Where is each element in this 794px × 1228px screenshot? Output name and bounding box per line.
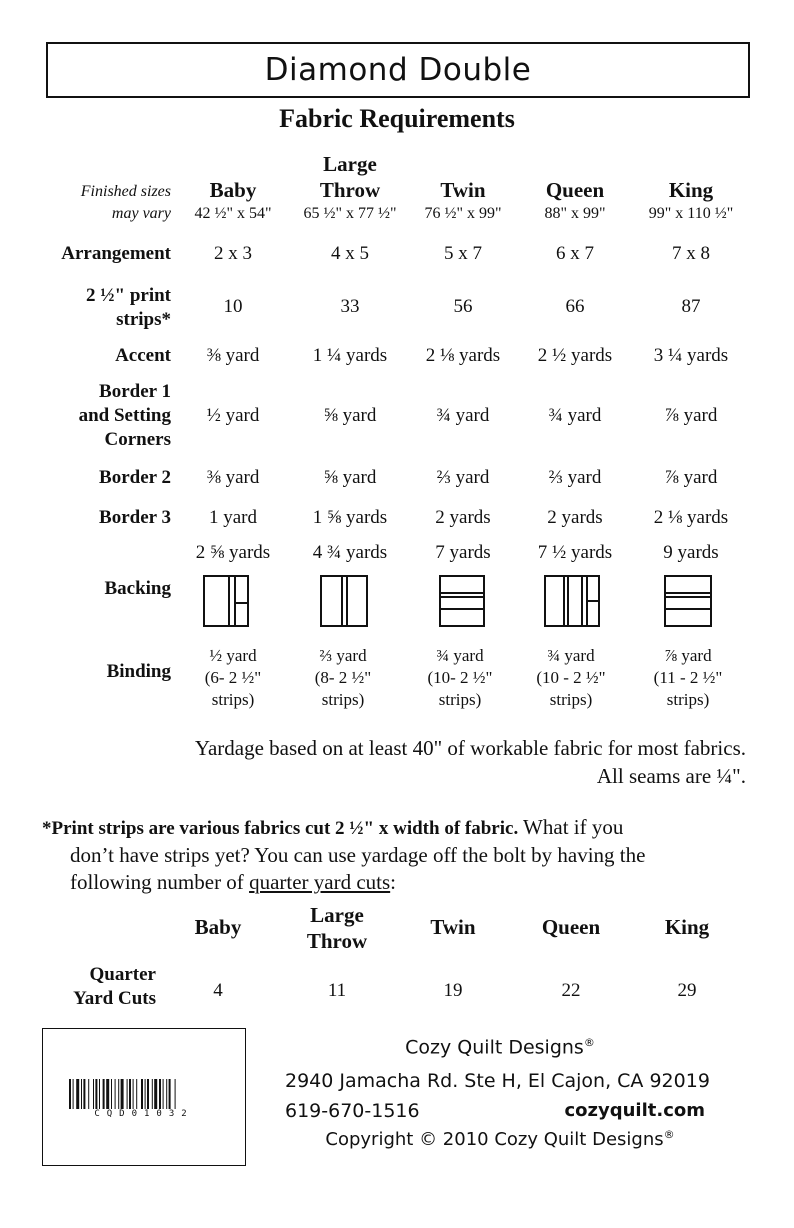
- company-phone: 619-670-1516: [285, 1100, 420, 1122]
- print-note-3a: following number of: [70, 870, 250, 894]
- print-note-quarter-yard-cuts: quarter yard cuts: [249, 870, 391, 894]
- accent-throw: 1 ¼ yards: [312, 345, 388, 366]
- row-label-border1-2: and Setting: [78, 405, 171, 426]
- quarter-label-1: Quarter: [89, 964, 156, 985]
- accent-king: 3 ¼ yards: [653, 345, 729, 366]
- yardage-note-line-1: Yardage based on at least 40" of workable fabric for most fabrics.: [194, 736, 746, 760]
- quarter-header-throw: Throw: [306, 929, 368, 953]
- backing-diagram-queen: [544, 575, 600, 627]
- quarter-value-throw: 11: [327, 980, 347, 1001]
- backing-king: 9 yards: [663, 542, 719, 563]
- border1-king: ⅞ yard: [664, 405, 718, 426]
- accent-twin: 2 ⅛ yards: [425, 345, 501, 366]
- border2-twin: ⅔ yard: [436, 467, 490, 488]
- copyright: [280, 1128, 720, 1150]
- size-dims-baby: 42 ½" x 54": [194, 205, 272, 222]
- border3-queen: 2 yards: [547, 507, 603, 528]
- binding-baby-strips-word: strips): [211, 690, 255, 709]
- size-dims-throw: 65 ½" x 77 ½": [303, 205, 397, 222]
- binding-baby-strips: (6- 2 ½": [204, 668, 262, 687]
- backing-baby: 2 ⅝ yards: [195, 542, 271, 563]
- binding-queen-yardage: ¾ yard: [547, 646, 595, 665]
- quarter-header-twin: Twin: [430, 915, 476, 939]
- print-strips-queen: 66: [565, 296, 585, 317]
- size-name-twin: Twin: [440, 178, 486, 202]
- arrangement-king: 7 x 8: [672, 243, 710, 264]
- backing-diagram-baby: [203, 575, 249, 627]
- row-label-border1-3: Corners: [104, 429, 171, 450]
- row-label-accent: Accent: [115, 345, 171, 366]
- company-registered-mark: ®: [583, 1036, 595, 1049]
- print-note-rest: What if you: [518, 815, 624, 839]
- binding-twin-strips: (10- 2 ½": [427, 668, 493, 687]
- binding-queen: [511, 645, 631, 711]
- border1-throw: ⅝ yard: [323, 405, 377, 426]
- border3-throw: 1 ⅝ yards: [312, 507, 388, 528]
- border2-throw: ⅝ yard: [323, 467, 377, 488]
- binding-throw-yardage: ⅔ yard: [319, 646, 367, 665]
- border1-queen: ¾ yard: [548, 405, 602, 426]
- binding-baby: [173, 645, 293, 711]
- page-subtitle: Fabric Requirements: [279, 104, 515, 133]
- print-strips-twin: 56: [453, 296, 473, 317]
- barcode-box: [42, 1028, 246, 1166]
- print-note-line-2: don’t have strips yet? You can use yardage off the bolt by having the: [70, 843, 646, 867]
- print-note-line-3: [70, 870, 770, 895]
- backing-diagram-king: [664, 575, 712, 627]
- binding-throw: [283, 645, 403, 711]
- backing-diagram-twin: [439, 575, 485, 627]
- arrangement-throw: 4 x 5: [331, 243, 369, 264]
- row-label-arrangement: Arrangement: [61, 243, 171, 264]
- quarter-value-king: 29: [677, 980, 697, 1001]
- row-label-border2: Border 2: [99, 467, 171, 488]
- row-label-print-strips-1: 2 ½" print: [86, 285, 171, 306]
- print-note-bold: *Print strips are various fabrics cut 2 ½" x width of fabric.: [42, 818, 519, 839]
- quarter-header-baby: Baby: [194, 915, 242, 939]
- binding-twin-strips-word: strips): [438, 690, 482, 709]
- row-label-print-strips-2: strips*: [116, 309, 171, 330]
- row-label-binding: Binding: [106, 661, 171, 682]
- binding-king-strips: (11 - 2 ½": [653, 668, 723, 687]
- row-label-border3: Border 3: [99, 507, 171, 528]
- border2-king: ⅞ yard: [664, 467, 718, 488]
- finished-sizes-label: Finished sizes: [80, 183, 171, 200]
- binding-king-yardage: ⅞ yard: [664, 646, 712, 665]
- border2-queen: ⅔ yard: [548, 467, 602, 488]
- quarter-value-twin: 19: [443, 980, 463, 1001]
- quarter-label-2: Yard Cuts: [73, 988, 156, 1009]
- size-dims-twin: 76 ½" x 99": [424, 205, 502, 222]
- company-name-text: Cozy Quilt Designs: [405, 1036, 584, 1059]
- size-dims-queen: 88" x 99": [544, 205, 606, 222]
- quarter-value-queen: 22: [561, 980, 581, 1001]
- copyright-registered-mark: ®: [663, 1128, 675, 1141]
- print-strips-king: 87: [681, 296, 701, 317]
- binding-baby-yardage: ½ yard: [209, 646, 257, 665]
- accent-queen: 2 ½ yards: [537, 345, 613, 366]
- border2-baby: ⅜ yard: [206, 467, 260, 488]
- print-note-3b: :: [390, 870, 397, 894]
- barcode-icon: [69, 1079, 219, 1109]
- may-vary-label: may vary: [111, 205, 171, 222]
- company-address: 2940 Jamacha Rd. Ste H, El Cajon, CA 92019: [285, 1070, 710, 1092]
- binding-throw-strips-word: strips): [321, 690, 365, 709]
- arrangement-twin: 5 x 7: [444, 243, 482, 264]
- size-name-throw: Throw: [319, 178, 381, 202]
- backing-twin: 7 yards: [435, 542, 491, 563]
- size-dims-king: 99" x 110 ½": [648, 205, 734, 222]
- quarter-value-baby: 4: [213, 980, 223, 1001]
- border1-twin: ¾ yard: [436, 405, 490, 426]
- size-name-baby: Baby: [209, 178, 257, 202]
- row-label-backing: Backing: [104, 578, 171, 599]
- arrangement-queen: 6 x 7: [556, 243, 594, 264]
- size-name-queen: Queen: [545, 178, 605, 202]
- print-strips-baby: 10: [223, 296, 243, 317]
- title-box: [46, 42, 750, 98]
- binding-queen-strips-word: strips): [549, 690, 593, 709]
- quarter-header-king: King: [664, 915, 710, 939]
- quarter-header-queen: Queen: [541, 915, 601, 939]
- barcode-text: CQD01032: [94, 1109, 194, 1119]
- border3-king: 2 ⅛ yards: [653, 507, 729, 528]
- binding-queen-strips: (10 - 2 ½": [536, 668, 606, 687]
- quarter-header-throw-top: Large: [310, 903, 364, 927]
- accent-baby: ⅜ yard: [206, 345, 260, 366]
- copyright-text: Copyright © 2010 Cozy Quilt Designs: [325, 1129, 664, 1150]
- company-website-link[interactable]: cozyquilt.com: [564, 1100, 705, 1121]
- backing-diagram-throw: [320, 575, 368, 627]
- backing-queen: 7 ½ yards: [537, 542, 613, 563]
- row-label-border1-1: Border 1: [99, 381, 171, 402]
- border3-twin: 2 yards: [435, 507, 491, 528]
- binding-king: [628, 645, 748, 711]
- print-strips-throw: 33: [340, 296, 360, 317]
- binding-king-strips-word: strips): [666, 690, 710, 709]
- yardage-note-line-2: All seams are ¼".: [596, 764, 746, 788]
- border1-baby: ½ yard: [206, 405, 260, 426]
- binding-throw-strips: (8- 2 ½": [314, 668, 372, 687]
- print-note-line-1: [42, 815, 762, 840]
- backing-throw: 4 ¾ yards: [312, 542, 388, 563]
- border3-baby: 1 yard: [208, 507, 257, 528]
- binding-twin: [400, 645, 520, 711]
- size-name-throw-top: Large: [323, 152, 377, 176]
- arrangement-baby: 2 x 3: [214, 243, 252, 264]
- size-name-king: King: [668, 178, 714, 202]
- page-title: Diamond Double: [264, 52, 532, 88]
- company-name: [300, 1036, 700, 1058]
- binding-twin-yardage: ¾ yard: [436, 646, 484, 665]
